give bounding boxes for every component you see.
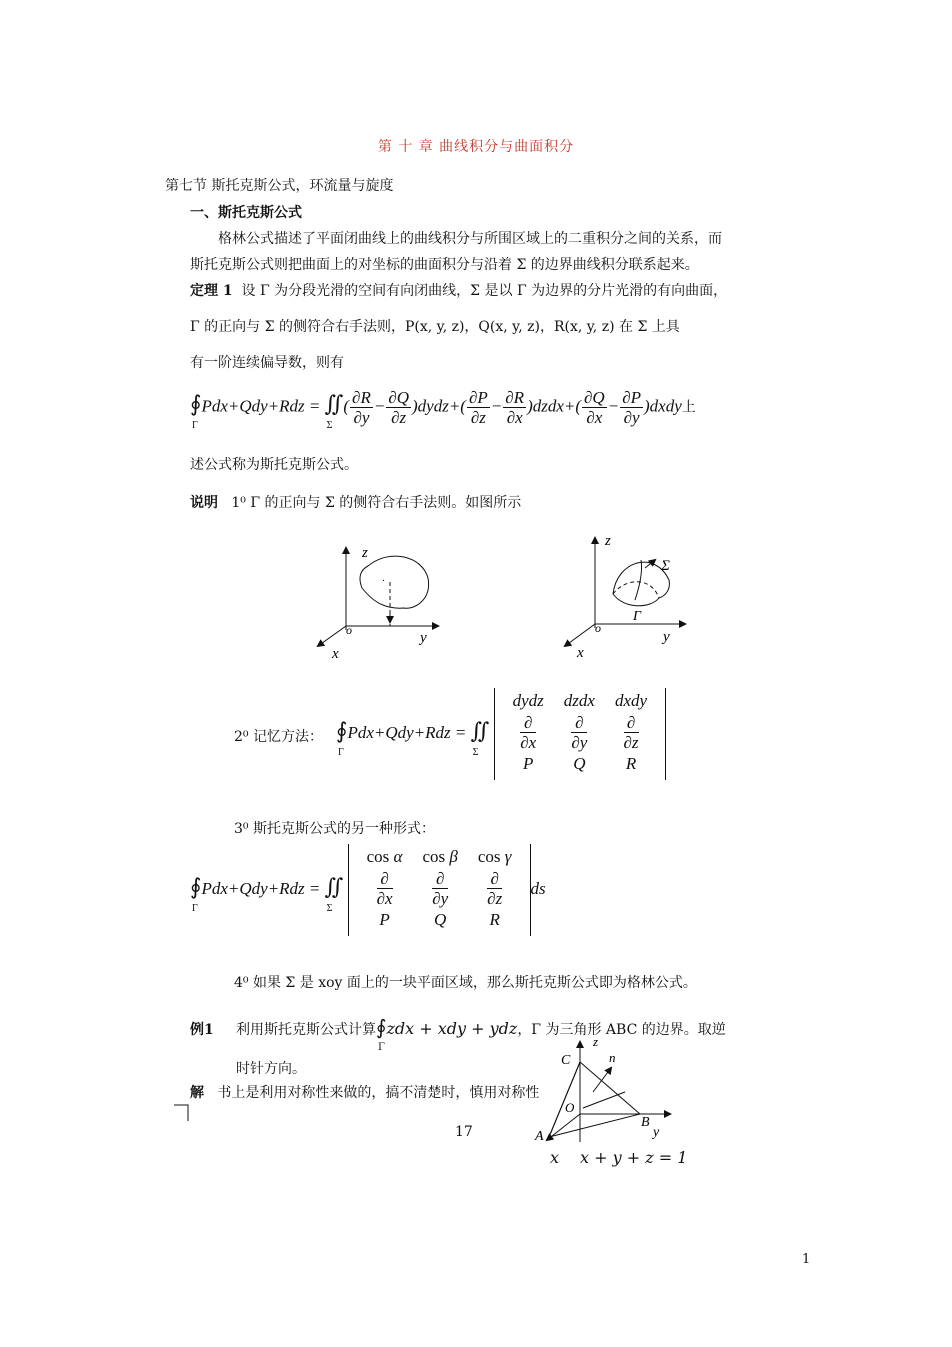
- svg-text:x: x: [332, 646, 339, 662]
- inner-page-number: 17: [455, 1124, 473, 1140]
- theorem-text-1: 设 Γ 为分段光滑的空间有向闭曲线，Σ 是以 Γ 为边界的分片光滑的有向曲面，: [241, 283, 728, 299]
- stokes-formula: ∮ Γ Pdx+Qdy+Rdz = ∬ Σ ( $\frac{\partial R}{\partial y}$ − $\frac{\partial Q}{\partial z}$ )dydz+( $\frac{\partial P}{\partial z}$ − $\frac{\partial R}{\partial x}$ )dzdx+( $\frac{\partial Q}{\partial x}$ − $\frac{\partial P}{\partial y}$ )dxdy上: [190, 388, 696, 432]
- example-integrand: zdx + xdy + ydz: [386, 1019, 518, 1038]
- theorem-label: 定理 1: [190, 283, 233, 299]
- note-4: 4⁰ 如果 Σ 是 xoy 面上的一块平面区域，那么斯托克斯公式即为格林公式。: [234, 975, 697, 991]
- svg-text:z: z: [362, 545, 368, 561]
- svg-text:A: A: [535, 1129, 544, 1144]
- intro-line-2: 斯托克斯公式则把曲面上的对坐标的曲面积分与沿着 Σ 的边界曲线积分联系起来。: [190, 257, 699, 273]
- solution-label: 解: [190, 1085, 204, 1101]
- svg-text:·: ·: [382, 575, 385, 587]
- example-label: 例1: [190, 1022, 214, 1038]
- svg-text:o: o: [595, 621, 601, 635]
- determinant-formula-2: ∮ Γ Pdx+Qdy+Rdz = ∬ Σ cos α cos β cos γ $\frac{\partial}{\partial x}$ $\frac{\partial}{\partial y}$ $\frac{\partial}{\partial z}$ P Q R ds: [190, 844, 546, 936]
- note-2-label: 2⁰ 记忆方法：: [234, 729, 323, 745]
- theorem-line-1: [190, 280, 727, 300]
- intro-line-1: 格林公式描述了平面闭曲线上的曲线积分与所围区域上的二重积分之间的关系，而: [218, 231, 722, 247]
- solution-text: 书上是利用对称性来做的，搞不清楚时，慎用对称性: [217, 1085, 540, 1101]
- determinant-formula-1: ∮ Γ Pdx+Qdy+Rdz = ∬ Σ dydz dzdx dxdy $\frac{\partial}{\partial x}$ $\frac{\partial}{\partial y}$ $\frac{\partial}{\partial z}$ P Q R: [336, 688, 666, 780]
- example-line-3: 时针方向。: [236, 1061, 306, 1077]
- example-text-2: ，Γ 为三角形 ABC 的边界。取逆: [517, 1022, 726, 1038]
- svg-text:C: C: [561, 1053, 571, 1068]
- example-line-1: 例1 利用斯托克斯公式计算∮ Γ zdx + xdy + ydz，Γ 为三角形 ABC 的边界。取逆: [190, 1015, 726, 1053]
- note-3: 3⁰ 斯托克斯公式的另一种形式：: [234, 821, 435, 837]
- svg-text:x: x: [577, 645, 584, 660]
- svg-text:B: B: [641, 1115, 650, 1130]
- figure-surface-right: [555, 530, 695, 660]
- section-title: 第七节 斯托克斯公式，环流量与旋度: [165, 178, 394, 194]
- theorem-line-3: 有一阶连续偏导数，则有: [190, 355, 344, 371]
- plane-equation: x + y + z = 1: [580, 1148, 688, 1167]
- svg-text:Σ: Σ: [661, 558, 670, 574]
- svg-text:z: z: [593, 1040, 599, 1049]
- corner-mark: [172, 1103, 192, 1123]
- note-1: [190, 492, 521, 512]
- page-number: 1: [802, 1252, 811, 1267]
- svg-text:z: z: [605, 533, 611, 549]
- subheading: 一、斯托克斯公式: [190, 205, 302, 221]
- svg-text:y: y: [663, 629, 670, 645]
- axis-x-label: x: [550, 1148, 560, 1167]
- solution-line: [190, 1082, 539, 1102]
- theorem-line-2: Γ 的正向与 Σ 的侧符合右手法则，P(x, y, z)，Q(x, y, z)，R(x, y, z) 在 Σ 上具: [190, 319, 680, 335]
- after-formula: 述公式称为斯托克斯公式。: [190, 457, 358, 473]
- note-1-text: 1⁰ Γ 的正向与 Σ 的侧符合右手法则。如图所示: [231, 495, 522, 511]
- figure-curve-left: [310, 538, 450, 663]
- svg-text:Γ: Γ: [633, 609, 641, 624]
- example-text-1: 利用斯托克斯公式计算: [236, 1022, 377, 1038]
- svg-text:y: y: [420, 630, 427, 646]
- svg-text:y: y: [653, 1125, 660, 1140]
- svg-text:n⃗: n⃗: [609, 1050, 626, 1065]
- chapter-title: 第 十 章 曲线积分与曲面积分: [377, 139, 575, 155]
- svg-text:O: O: [565, 1100, 575, 1115]
- svg-text:o: o: [346, 623, 352, 637]
- note-label: 说明: [190, 495, 218, 511]
